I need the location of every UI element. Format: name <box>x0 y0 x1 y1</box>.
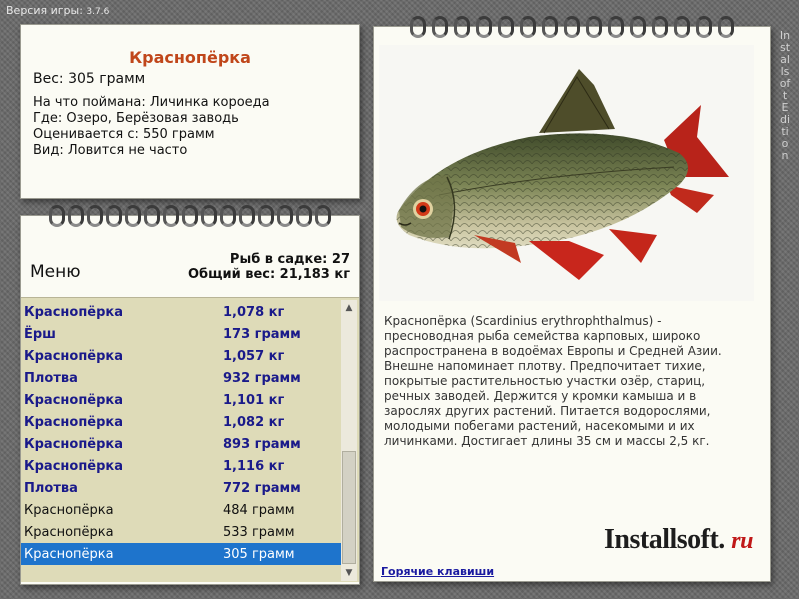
list-scrollbar[interactable] <box>341 300 357 581</box>
catch-row-name: Краснопёрка <box>24 414 124 430</box>
catch-row-name: Краснопёрка <box>24 436 124 452</box>
catch-row-name: Краснопёрка <box>24 502 114 518</box>
catch-rows <box>21 301 341 565</box>
catch-row[interactable] <box>21 323 341 345</box>
catch-row-weight: 1,082 кг <box>223 414 285 430</box>
ring-icon <box>277 205 293 227</box>
ring-icon <box>163 205 179 227</box>
catch-row-weight: 1,116 кг <box>223 458 285 474</box>
ring-icon <box>674 16 690 38</box>
catch-row-name: Краснопёрка <box>24 348 124 364</box>
catch-list-card <box>20 215 360 585</box>
catch-row[interactable] <box>21 411 341 433</box>
scroll-down-icon[interactable]: ▼ <box>345 568 353 578</box>
ring-icon <box>454 16 470 38</box>
catch-row-name: Ёрш <box>24 326 56 342</box>
catch-row[interactable] <box>21 301 341 323</box>
catch-info-card <box>20 24 360 199</box>
hotkeys-link[interactable]: Горячие клавиши <box>381 565 495 578</box>
detail-valuation: Оценивается с: 550 грамм <box>33 127 215 142</box>
ring-icon <box>201 205 217 227</box>
ring-icon <box>608 16 624 38</box>
catch-row-weight: 772 грамм <box>223 480 301 496</box>
catch-row-weight: 893 грамм <box>223 436 301 452</box>
ring-icon <box>87 205 103 227</box>
catch-row[interactable] <box>21 543 341 565</box>
ring-icon <box>68 205 84 227</box>
version-label: Версия игры: <box>6 4 83 17</box>
fish-title: Краснопёрка <box>129 48 251 67</box>
catch-row-weight: 305 грамм <box>223 546 295 562</box>
catch-row[interactable] <box>21 345 341 367</box>
ring-icon <box>432 16 448 38</box>
total-weight: Общий вес: 21,183 кг <box>187 267 350 282</box>
detail-bait: На что поймана: Личинка короеда <box>33 95 270 110</box>
ring-icon <box>144 205 160 227</box>
ring-icon <box>106 205 122 227</box>
fish-description-card <box>373 26 771 582</box>
ring-icon <box>239 205 255 227</box>
catch-row[interactable] <box>21 367 341 389</box>
catch-row-weight: 1,101 кг <box>223 392 285 408</box>
keepnet-stats <box>188 252 350 282</box>
ring-icon <box>520 16 536 38</box>
ring-icon <box>258 205 274 227</box>
ring-icon <box>49 205 65 227</box>
ring-icon <box>476 16 492 38</box>
ring-icon <box>630 16 646 38</box>
ring-icon <box>182 205 198 227</box>
fish-weight: Вес: 305 грамм <box>33 71 146 87</box>
ring-icon <box>718 16 734 38</box>
catch-row-name: Краснопёрка <box>24 458 124 474</box>
ring-icon <box>696 16 712 38</box>
catch-list <box>21 297 359 582</box>
ring-icon <box>498 16 514 38</box>
catch-row-name: Плотва <box>24 370 78 386</box>
catch-row-weight: 1,078 кг <box>223 304 285 320</box>
catch-row-name: Краснопёрка <box>24 546 114 562</box>
catch-row[interactable] <box>21 521 341 543</box>
catch-row-name: Краснопёрка <box>24 392 124 408</box>
catch-row-weight: 533 грамм <box>223 524 295 540</box>
catch-row[interactable] <box>21 477 341 499</box>
notebook-rings <box>21 205 359 227</box>
ring-icon <box>564 16 580 38</box>
vertical-brand-text: Installsoft Edition <box>779 29 791 162</box>
ring-icon <box>586 16 602 38</box>
version-number: 3.7.6 <box>86 7 110 17</box>
ring-icon <box>410 16 426 38</box>
detail-frequency: Вид: Ловится не часто <box>33 143 188 158</box>
scroll-up-icon[interactable]: ▲ <box>345 303 353 313</box>
catch-row[interactable] <box>21 389 341 411</box>
detail-location: Где: Озеро, Берёзовая заводь <box>33 111 239 126</box>
scroll-thumb[interactable] <box>342 451 356 564</box>
ring-icon <box>125 205 141 227</box>
rudd-fish-icon <box>379 45 754 301</box>
ring-icon <box>652 16 668 38</box>
ring-icon <box>296 205 312 227</box>
fish-details <box>33 95 270 159</box>
installsoft-logo: Installsoft. ru <box>604 524 753 555</box>
ring-icon <box>315 205 331 227</box>
ring-icon <box>542 16 558 38</box>
fish-photo <box>379 45 754 301</box>
catch-row-weight: 932 грамм <box>223 370 301 386</box>
fish-description: Краснопёрка (Scardinius erythrophthalmus) - пресноводная рыба семейства карповых, широко распространена в водоёмах Европы и Средней Азии. Внешне напоминает плотву. Предпочитает тихие, покрытые растительностью участки озёр, стариц, речных заводей. Держится у кромки камыша и в зарослях других растений. Питается водорослями, молодыми побегами растений, насекомыми и их личинками. Достигает длины 35 см и массы 2,5 кг. <box>384 314 722 448</box>
catch-row-name: Краснопёрка <box>24 304 124 320</box>
menu-button[interactable]: Меню <box>30 262 81 282</box>
catch-row-weight: 1,057 кг <box>223 348 285 364</box>
catch-row-name: Плотва <box>24 480 78 496</box>
catch-row-name: Краснопёрка <box>24 524 114 540</box>
catch-row-weight: 173 грамм <box>223 326 301 342</box>
notebook-rings <box>374 16 770 38</box>
fish-count: Рыб в садке: 27 <box>229 252 350 267</box>
ring-icon <box>220 205 236 227</box>
version-info <box>6 4 109 17</box>
catch-row[interactable] <box>21 499 341 521</box>
catch-row[interactable] <box>21 455 341 477</box>
catch-row-weight: 484 грамм <box>223 502 295 518</box>
catch-row[interactable] <box>21 433 341 455</box>
